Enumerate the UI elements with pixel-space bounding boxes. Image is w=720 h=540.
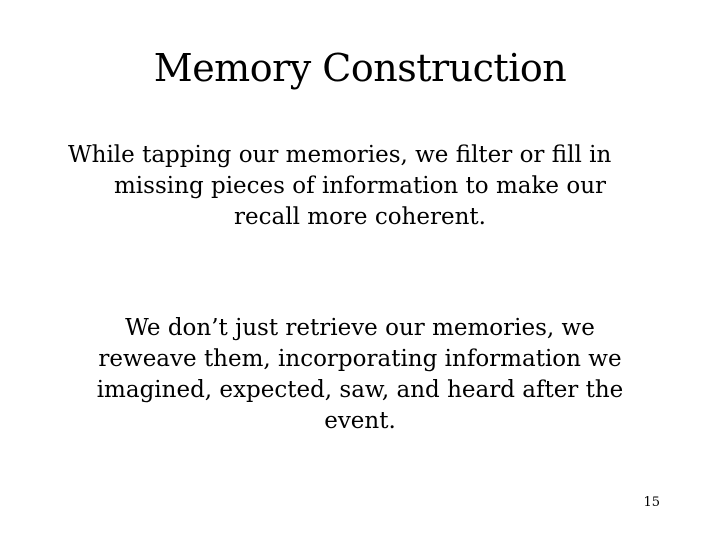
page-number: 15 [643,495,660,510]
paragraph-line: event. [324,408,396,434]
paragraph-line: reweave them, incorporating information we [98,346,622,372]
paragraph-line: We don’t just retrieve our memories, we [125,315,595,341]
paragraph-line: imagined, expected, saw, and heard after the [96,377,624,403]
paragraph-filter-fill [60,140,660,233]
paragraph-reweave [40,313,680,437]
paragraph-line: While tapping our memories, we filter or fill in [68,142,612,168]
slide-title: Memory Construction [153,46,567,90]
paragraph-line: recall more coherent. [234,204,486,230]
paragraph-line: missing pieces of information to make our [114,173,606,199]
